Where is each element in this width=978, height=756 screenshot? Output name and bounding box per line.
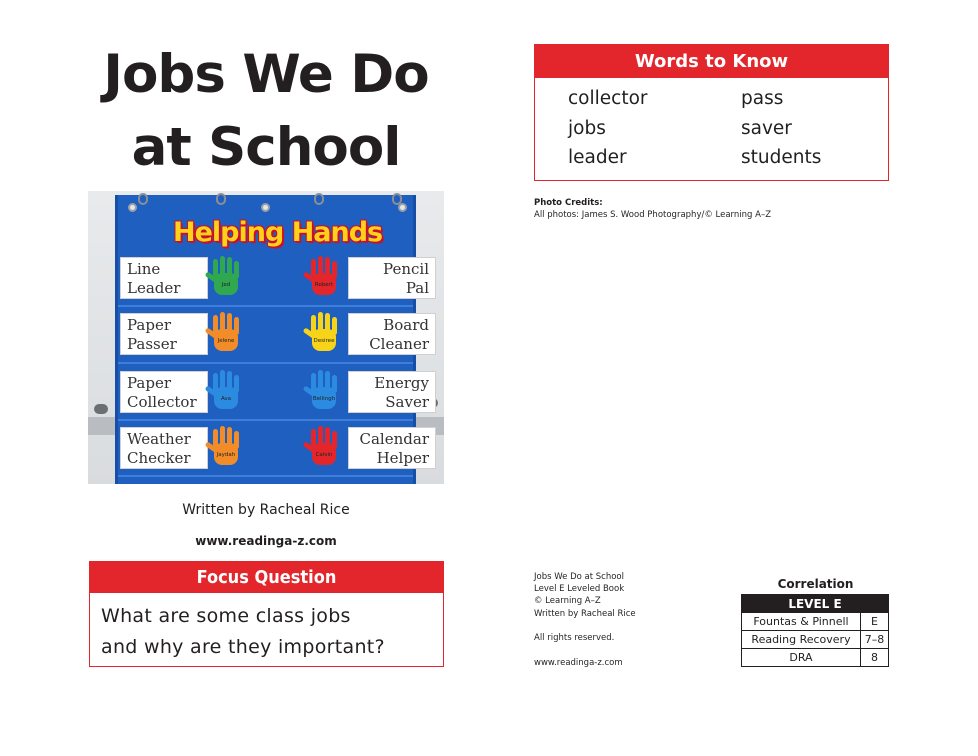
job-card-line2: Saver <box>385 393 429 411</box>
focus-question-line2: and why are they important? <box>101 636 385 658</box>
words-to-know-heading: Words to Know <box>535 45 888 78</box>
job-card <box>120 427 208 469</box>
job-card-line2: Cleaner <box>369 335 429 353</box>
book-title <box>90 38 442 184</box>
correlation-level: LEVEL E <box>742 595 889 613</box>
focus-question-heading: Focus Question <box>90 562 443 593</box>
hand-icon <box>204 255 248 299</box>
photo-credits-label: Photo Credits: <box>534 198 603 208</box>
correlation-system: DRA <box>742 649 861 667</box>
focus-question-box <box>89 561 444 667</box>
job-card <box>348 427 436 469</box>
book-title-line2: at School <box>131 117 401 178</box>
book-title-line1: Jobs We Do <box>103 44 429 105</box>
chart-grommet <box>398 203 407 212</box>
job-card <box>120 371 208 413</box>
hand-icon <box>302 255 346 299</box>
word-item: leader <box>568 147 627 168</box>
job-card-line2: Passer <box>127 335 177 353</box>
correlation-row <box>742 613 889 631</box>
words-to-know-box <box>534 44 889 181</box>
correlation-system: Fountas & Pinnell <box>742 613 861 631</box>
hand-icon <box>302 311 346 355</box>
hand-name-label: Bellingh <box>312 396 336 402</box>
chart-ring <box>138 193 148 205</box>
job-card <box>120 257 208 299</box>
hand-name-label: Jaydah <box>216 452 236 458</box>
correlation-table <box>741 594 889 667</box>
hand-name-label: Desiree <box>313 338 335 344</box>
correlation-value: 7–8 <box>861 631 889 649</box>
book-info-line: © Learning A–Z <box>534 596 601 606</box>
book-info-line: Level E Leveled Book <box>534 584 625 594</box>
photo-credits-text: All photos: James S. Wood Photography/© Learning A–Z <box>534 210 772 220</box>
chart-pocket <box>118 475 413 477</box>
correlation-value: E <box>861 613 889 631</box>
book-info-line: Written by Racheal Rice <box>534 609 636 619</box>
job-card-line1: Line <box>127 260 161 278</box>
author-credit: Written by Racheal Rice <box>182 502 350 518</box>
chart-ring <box>216 193 226 205</box>
job-card-line1: Calendar <box>359 430 429 448</box>
job-card-line1: Paper <box>127 316 172 334</box>
job-card-line2: Leader <box>127 279 181 297</box>
hand-icon <box>204 311 248 355</box>
correlation-title: Correlation <box>777 577 854 591</box>
word-item: students <box>741 147 822 168</box>
job-card-line2: Pal <box>405 279 429 297</box>
hand-name-label: Robert <box>314 282 334 288</box>
hand-name-label: Calvin <box>315 452 333 458</box>
job-card <box>348 371 436 413</box>
job-card <box>348 257 436 299</box>
cover-website: www.readinga-z.com <box>195 534 337 548</box>
hand-icon <box>302 369 346 413</box>
correlation-row <box>742 631 889 649</box>
job-card-line2: Helper <box>376 449 429 467</box>
chart-pocket <box>118 419 413 421</box>
book-info-line: Jobs We Do at School <box>534 572 624 582</box>
job-card-line2: Collector <box>127 393 197 411</box>
hand-icon <box>204 425 248 469</box>
correlation-system: Reading Recovery <box>742 631 861 649</box>
correlation-row <box>742 649 889 667</box>
focus-question-line1: What are some class jobs <box>101 605 351 627</box>
correlation-value: 8 <box>861 649 889 667</box>
job-card-line1: Pencil <box>383 260 429 278</box>
focus-question-text <box>90 593 443 663</box>
word-item: pass <box>741 88 784 109</box>
chart-grommet <box>261 203 270 212</box>
job-card-line1: Board <box>383 316 429 334</box>
chart-pocket <box>118 362 413 364</box>
rights-reserved: All rights reserved. <box>534 633 615 643</box>
hand-icon <box>302 425 346 469</box>
job-card-line1: Energy <box>374 374 429 392</box>
word-item: saver <box>741 118 792 139</box>
job-card-line1: Weather <box>127 430 191 448</box>
book-info-website: www.readinga-z.com <box>534 658 623 668</box>
word-item: collector <box>568 88 648 109</box>
job-card <box>120 313 208 355</box>
chart-ring <box>314 193 324 205</box>
job-card-line2: Checker <box>127 449 191 467</box>
hand-name-label: Jed <box>221 282 231 288</box>
chart-grommet <box>128 203 137 212</box>
hand-name-label: Jelene <box>217 338 235 344</box>
chart-title: Helping Hands <box>173 217 383 248</box>
word-item: jobs <box>568 118 606 139</box>
cover-photo <box>88 191 444 484</box>
hand-icon <box>204 369 248 413</box>
magnet-clip <box>94 404 108 414</box>
pocket-chart <box>115 195 429 484</box>
job-card <box>348 313 436 355</box>
chart-pocket <box>118 305 413 307</box>
hand-name-label: Ava <box>220 396 232 402</box>
job-card-line1: Paper <box>127 374 172 392</box>
